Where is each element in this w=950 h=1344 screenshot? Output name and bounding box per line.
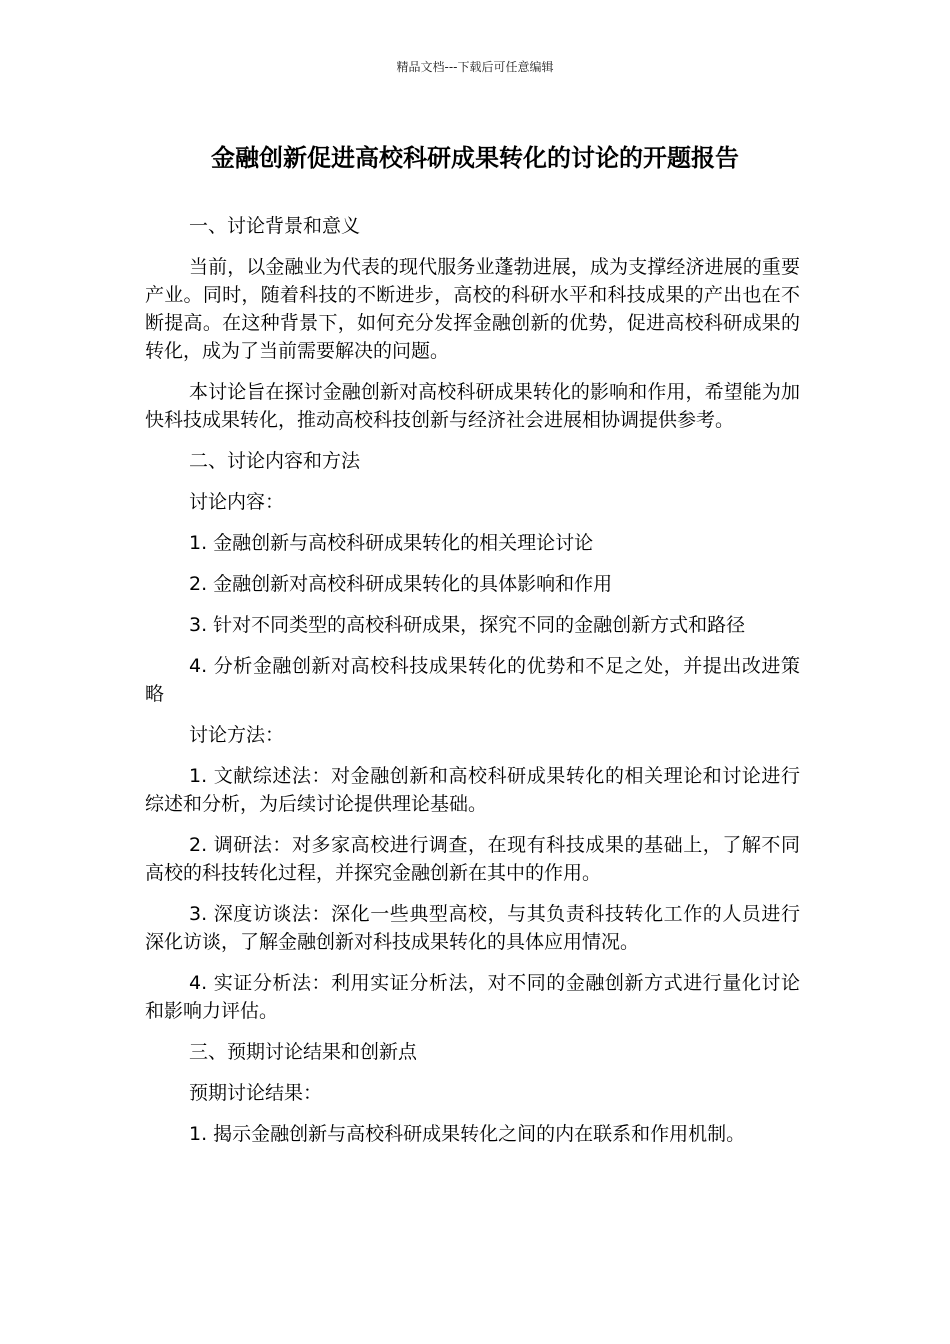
paragraph-purpose: 本讨论旨在探讨金融创新对高校科研成果转化的影响和作用，希望能为加快科技成果转化，推动高校科技创新与经济社会进展相协调提供参考。 bbox=[145, 381, 800, 431]
method-item: 2. 调研法：对多家高校进行调查，在现有科技成果的基础上，了解不同高校的科技转化过程，并探究金融创新在其中的作用。 bbox=[145, 834, 800, 884]
paragraph-background: 当前，以金融业为代表的现代服务业蓬勃进展，成为支撑经济进展的重要产业。同时，随着科技的不断进步，高校的科研水平和科技成果的产出也在不断提高。在这种背景下，如何充分发挥金融创新的优势，促进高校科研成果的转化，成为了当前需要解决的问题。 bbox=[145, 256, 800, 362]
subheading-content: 讨论内容： bbox=[189, 491, 285, 513]
result-item: 1. 揭示金融创新与高校科研成果转化之间的内在联系和作用机制。 bbox=[189, 1123, 746, 1145]
document-title: 金融创新促进高校科研成果转化的讨论的开题报告 bbox=[211, 144, 739, 172]
header-note: 精品文档---下载后可任意编辑 bbox=[396, 60, 554, 74]
method-item: 3. 深度访谈法：深化一些典型高校，与其负责科技转化工作的人员进行深化访谈，了解金融创新对科技成果转化的具体应用情况。 bbox=[145, 903, 800, 953]
content-item: 3. 针对不同类型的高校科研成果，探究不同的金融创新方式和路径 bbox=[189, 614, 746, 636]
section-heading-content-methods: 二、讨论内容和方法 bbox=[189, 450, 361, 472]
content-item: 4. 分析金融创新对高校科技成果转化的优势和不足之处，并提出改进策略 bbox=[145, 655, 800, 705]
section-heading-background: 一、讨论背景和意义 bbox=[189, 215, 361, 237]
content-item: 1. 金融创新与高校科研成果转化的相关理论讨论 bbox=[189, 532, 594, 554]
subheading-expected-results: 预期讨论结果： bbox=[189, 1082, 323, 1104]
subheading-methods: 讨论方法： bbox=[189, 724, 285, 746]
document-body bbox=[145, 212, 800, 1161]
method-item: 1. 文献综述法：对金融创新和高校科研成果转化的相关理论和讨论进行综述和分析，为后续讨论提供理论基础。 bbox=[145, 765, 800, 815]
method-item: 4. 实证分析法：利用实证分析法，对不同的金融创新方式进行量化讨论和影响力评估。 bbox=[145, 972, 800, 1022]
content-item: 2. 金融创新对高校科研成果转化的具体影响和作用 bbox=[189, 573, 613, 595]
section-heading-expected-results: 三、预期讨论结果和创新点 bbox=[189, 1041, 418, 1063]
